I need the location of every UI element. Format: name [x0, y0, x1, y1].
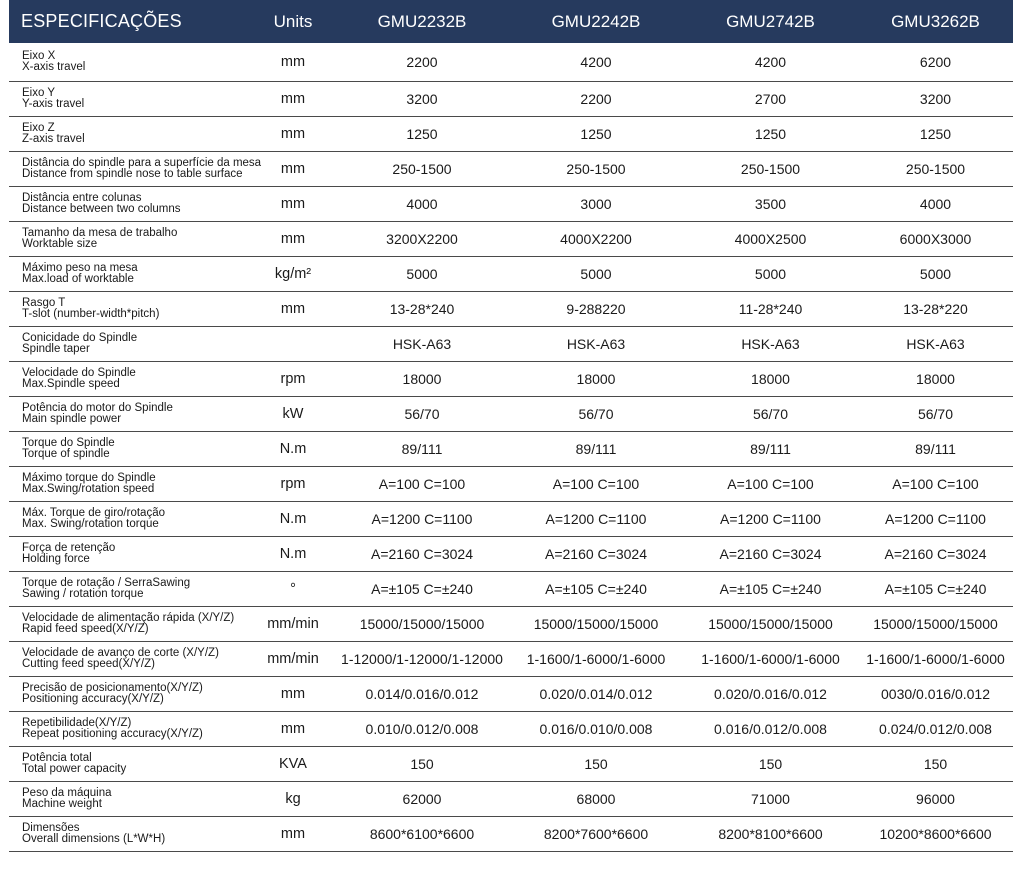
spec-label-cell	[9, 397, 251, 432]
spec-value-model-3: 56/70	[683, 397, 858, 432]
spec-value-model-4: 4000	[858, 187, 1013, 222]
spec-value-model-1: 56/70	[335, 397, 509, 432]
spec-value-model-3: A=100 C=100	[683, 467, 858, 502]
spec-unit-cell: mm	[251, 292, 335, 327]
table-row	[9, 222, 1013, 257]
spec-value-model-3: A=±105 C=±240	[683, 572, 858, 607]
spec-value-model-4: 13-28*220	[858, 292, 1013, 327]
spec-label-cell	[9, 152, 262, 187]
spec-value-model-4: 250-1500	[858, 152, 1013, 187]
spec-unit-cell: °	[251, 572, 335, 607]
spec-label-english: Max. Swing/rotation torque	[22, 518, 159, 530]
spec-value-model-2: A=100 C=100	[509, 467, 683, 502]
spec-value-model-2: 68000	[509, 782, 683, 817]
spec-label-portuguese: Conicidade do Spindle	[22, 332, 138, 344]
spec-value-model-1: 8600*6100*6600	[335, 817, 509, 852]
spec-value-model-1: 250-1500	[335, 152, 509, 187]
spec-unit-cell: rpm	[251, 467, 335, 502]
header-model-4: GMU3262B	[858, 0, 1013, 43]
spec-table-header	[9, 0, 1013, 43]
spec-value-model-1: A=2160 C=3024	[335, 537, 509, 572]
spec-value-model-3: 250-1500	[683, 152, 858, 187]
spec-label-cell	[9, 222, 251, 257]
spec-label-portuguese: Velocidade de alimentação rápida (X/Y/Z)	[22, 612, 235, 624]
spec-unit-cell: mm	[251, 117, 335, 152]
header-model-3: GMU2742B	[683, 0, 858, 43]
spec-unit-cell: mm	[251, 82, 335, 117]
spec-label-cell	[9, 712, 251, 747]
spec-value-model-1: 62000	[335, 782, 509, 817]
spec-value-model-2: 1250	[509, 117, 683, 152]
spec-unit-cell: mm	[251, 677, 335, 712]
spec-label-english: Machine weight	[22, 798, 102, 810]
table-row	[9, 537, 1013, 572]
spec-unit-cell: mm	[251, 712, 335, 747]
header-model-1: GMU2232B	[335, 0, 509, 43]
spec-value-model-1: 1-12000/1-12000/1-12000	[335, 642, 509, 677]
spec-label-portuguese: Potência total	[22, 752, 92, 764]
spec-label-portuguese: Precisão de posicionamento(X/Y/Z)	[22, 682, 203, 694]
spec-label-cell	[9, 327, 251, 362]
spec-label-cell	[9, 747, 251, 782]
spec-label-portuguese: Potência do motor do Spindle	[22, 402, 173, 414]
spec-label-portuguese: Máximo peso na mesa	[22, 262, 138, 274]
spec-label-english: Z-axis travel	[22, 133, 85, 145]
spec-value-model-3: 2700	[683, 82, 858, 117]
spec-label-cell	[9, 817, 251, 852]
spec-label-cell	[9, 677, 251, 712]
spec-label-cell	[9, 502, 251, 537]
spec-unit-cell: mm	[251, 817, 335, 852]
spec-label-english: Total power capacity	[22, 763, 127, 775]
spec-label-portuguese: Distância do spindle para a superfície da mesa	[22, 157, 262, 169]
table-row	[9, 572, 1013, 607]
spec-label-english: Distance from spindle nose to table surface	[22, 168, 243, 180]
table-row	[9, 152, 1013, 187]
spec-value-model-1: 2200	[335, 43, 509, 82]
spec-label-english: Max.Swing/rotation speed	[22, 483, 155, 495]
spec-value-model-3: 1250	[683, 117, 858, 152]
spec-label-english: Positioning accuracy(X/Y/Z)	[22, 693, 164, 705]
spec-value-model-4: A=1200 C=1100	[858, 502, 1013, 537]
spec-value-model-2: 0.016/0.010/0.008	[509, 712, 683, 747]
table-row	[9, 43, 1013, 82]
spec-unit-cell: mm/min	[251, 607, 335, 642]
spec-value-model-2: 56/70	[509, 397, 683, 432]
spec-label-cell	[9, 43, 251, 82]
spec-value-model-1: 1250	[335, 117, 509, 152]
spec-label-cell	[9, 82, 251, 117]
spec-value-model-1: 3200X2200	[335, 222, 509, 257]
spec-value-model-3: 3500	[683, 187, 858, 222]
spec-value-model-4: 96000	[858, 782, 1013, 817]
spec-label-english: Rapid feed speed(X/Y/Z)	[22, 623, 149, 635]
table-row	[9, 817, 1013, 852]
spec-table-body	[9, 43, 1013, 852]
spec-value-model-2: 89/111	[509, 432, 683, 467]
spec-label-cell	[9, 537, 251, 572]
spec-value-model-3: 15000/15000/15000	[683, 607, 858, 642]
table-row	[9, 117, 1013, 152]
spec-value-model-3: HSK-A63	[683, 327, 858, 362]
spec-label-cell	[9, 362, 251, 397]
spec-unit-cell: kg/m²	[251, 257, 335, 292]
spec-value-model-1: A=±105 C=±240	[335, 572, 509, 607]
spec-label-portuguese: Repetibilidade(X/Y/Z)	[22, 717, 132, 729]
spec-label-cell	[9, 782, 251, 817]
table-row	[9, 782, 1013, 817]
spec-label-english: Holding force	[22, 553, 90, 565]
spec-value-model-4: 5000	[858, 257, 1013, 292]
spec-value-model-1: 89/111	[335, 432, 509, 467]
spec-label-english: Main spindle power	[22, 413, 122, 425]
spec-value-model-4: 6200	[858, 43, 1013, 82]
spec-value-model-4: 3200	[858, 82, 1013, 117]
spec-unit-cell: N.m	[251, 432, 335, 467]
table-row	[9, 502, 1013, 537]
spec-label-cell	[9, 642, 251, 677]
spec-label-english: Overall dimensions (L*W*H)	[22, 833, 166, 845]
table-row	[9, 642, 1013, 677]
spec-value-model-3: 71000	[683, 782, 858, 817]
spec-value-model-4: A=100 C=100	[858, 467, 1013, 502]
table-row	[9, 292, 1013, 327]
table-row	[9, 607, 1013, 642]
table-row	[9, 187, 1013, 222]
spec-label-english: Sawing / rotation torque	[22, 588, 144, 600]
spec-value-model-2: 4000X2200	[509, 222, 683, 257]
spec-value-model-1: 0.014/0.016/0.012	[335, 677, 509, 712]
spec-label-english: Worktable size	[22, 238, 98, 250]
spec-unit-cell: kW	[251, 397, 335, 432]
spec-value-model-2: A=2160 C=3024	[509, 537, 683, 572]
table-row	[9, 397, 1013, 432]
spec-value-model-2: 5000	[509, 257, 683, 292]
spec-label-portuguese: Máx. Torque de giro/rotação	[22, 507, 165, 519]
spec-value-model-2: 18000	[509, 362, 683, 397]
spec-value-model-2: 2200	[509, 82, 683, 117]
spec-value-model-2: 3000	[509, 187, 683, 222]
spec-label-portuguese: Força de retenção	[22, 542, 116, 554]
spec-value-model-1: A=100 C=100	[335, 467, 509, 502]
spec-unit-cell: mm	[251, 222, 335, 257]
spec-unit-cell: KVA	[251, 747, 335, 782]
spec-label-cell	[9, 117, 251, 152]
spec-value-model-4: 89/111	[858, 432, 1013, 467]
spec-value-model-3: 1-1600/1-6000/1-6000	[683, 642, 858, 677]
header-units-label: Units	[251, 0, 335, 43]
spec-label-portuguese: Torque de rotação / SerraSawing	[22, 577, 191, 589]
spec-label-portuguese: Rasgo T	[22, 297, 66, 309]
spec-label-portuguese: Velocidade do Spindle	[22, 367, 136, 379]
table-row	[9, 432, 1013, 467]
spec-value-model-1: 5000	[335, 257, 509, 292]
spec-label-portuguese: Peso da máquina	[22, 787, 112, 799]
header-spec-label: ESPECIFICAÇÕES	[9, 0, 251, 43]
spec-unit-cell: kg	[251, 782, 335, 817]
spec-value-model-2: A=1200 C=1100	[509, 502, 683, 537]
spec-value-model-3: A=2160 C=3024	[683, 537, 858, 572]
spec-value-model-3: 89/111	[683, 432, 858, 467]
spec-label-cell	[9, 292, 251, 327]
spec-value-model-3: 4200	[683, 43, 858, 82]
spec-value-model-4: 6000X3000	[858, 222, 1013, 257]
spec-value-model-3: 0.020/0.016/0.012	[683, 677, 858, 712]
spec-label-english: Max.Spindle speed	[22, 378, 120, 390]
header-model-2: GMU2242B	[509, 0, 683, 43]
table-row	[9, 362, 1013, 397]
spec-unit-cell: mm	[251, 152, 335, 187]
spec-value-model-4: A=±105 C=±240	[858, 572, 1013, 607]
spec-value-model-4: 15000/15000/15000	[858, 607, 1013, 642]
table-row	[9, 467, 1013, 502]
spec-value-model-4: HSK-A63	[858, 327, 1013, 362]
spec-label-english: T-slot (number-width*pitch)	[22, 308, 160, 320]
spec-label-english: Repeat positioning accuracy(X/Y/Z)	[22, 728, 203, 740]
spec-value-model-4: 10200*8600*6600	[858, 817, 1013, 852]
spec-value-model-2: 9-288220	[509, 292, 683, 327]
spec-label-english: Torque of spindle	[22, 448, 110, 460]
spec-value-model-1: 150	[335, 747, 509, 782]
spec-label-cell	[9, 257, 251, 292]
spec-value-model-2: 15000/15000/15000	[509, 607, 683, 642]
spec-value-model-2: HSK-A63	[509, 327, 683, 362]
spec-label-cell	[9, 432, 251, 467]
spec-label-portuguese: Tamanho da mesa de trabalho	[22, 227, 178, 239]
spec-label-cell	[9, 187, 251, 222]
spec-value-model-4: 1250	[858, 117, 1013, 152]
spec-label-cell	[9, 572, 251, 607]
spec-value-model-2: 4200	[509, 43, 683, 82]
spec-value-model-2: 0.020/0.014/0.012	[509, 677, 683, 712]
spec-value-model-3: 0.016/0.012/0.008	[683, 712, 858, 747]
table-row	[9, 677, 1013, 712]
spec-value-model-2: 250-1500	[509, 152, 683, 187]
spec-value-model-1: HSK-A63	[335, 327, 509, 362]
spec-value-model-4: 0.024/0.012/0.008	[858, 712, 1013, 747]
spec-value-model-4: A=2160 C=3024	[858, 537, 1013, 572]
spec-value-model-4: 56/70	[858, 397, 1013, 432]
spec-unit-cell: N.m	[251, 502, 335, 537]
spec-label-cell	[9, 467, 251, 502]
spec-label-english: Cutting feed speed(X/Y/Z)	[22, 658, 155, 670]
spec-label-english: Distance between two columns	[22, 203, 181, 215]
spec-value-model-3: 150	[683, 747, 858, 782]
spec-value-model-3: 5000	[683, 257, 858, 292]
spec-label-portuguese: Velocidade de avanço de corte (X/Y/Z)	[22, 647, 219, 659]
spec-label-portuguese: Dimensões	[22, 822, 80, 834]
spec-label-english: Spindle taper	[22, 343, 90, 355]
table-row	[9, 747, 1013, 782]
spec-label-portuguese: Eixo Z	[22, 122, 55, 134]
spec-label-portuguese: Torque do Spindle	[22, 437, 115, 449]
spec-value-model-3: A=1200 C=1100	[683, 502, 858, 537]
spec-value-model-1: A=1200 C=1100	[335, 502, 509, 537]
spec-label-english: Y-axis travel	[22, 98, 85, 110]
spec-value-model-2: 150	[509, 747, 683, 782]
spec-value-model-1: 18000	[335, 362, 509, 397]
spec-label-english: Max.load of worktable	[22, 273, 134, 285]
spec-value-model-2: A=±105 C=±240	[509, 572, 683, 607]
spec-unit-cell	[251, 327, 335, 362]
spec-value-model-3: 8200*8100*6600	[683, 817, 858, 852]
table-row	[9, 712, 1013, 747]
spec-value-model-1: 3200	[335, 82, 509, 117]
spec-value-model-4: 18000	[858, 362, 1013, 397]
spec-value-model-1: 4000	[335, 187, 509, 222]
spec-label-english: X-axis travel	[22, 61, 86, 73]
spec-value-model-4: 1-1600/1-6000/1-6000	[858, 642, 1013, 677]
spec-unit-cell: N.m	[251, 537, 335, 572]
spec-value-model-2: 1-1600/1-6000/1-6000	[509, 642, 683, 677]
spec-unit-cell: rpm	[251, 362, 335, 397]
table-row	[9, 82, 1013, 117]
spec-unit-cell: mm	[251, 43, 335, 82]
spec-label-cell	[9, 607, 251, 642]
spec-value-model-1: 15000/15000/15000	[335, 607, 509, 642]
spec-value-model-1: 0.010/0.012/0.008	[335, 712, 509, 747]
spec-label-portuguese: Máximo torque do Spindle	[22, 472, 156, 484]
spec-value-model-3: 11-28*240	[683, 292, 858, 327]
spec-value-model-1: 13-28*240	[335, 292, 509, 327]
spec-label-portuguese: Distância entre colunas	[22, 192, 142, 204]
spec-value-model-3: 4000X2500	[683, 222, 858, 257]
spec-table	[9, 0, 1013, 852]
spec-unit-cell: mm	[251, 187, 335, 222]
spec-value-model-4: 150	[858, 747, 1013, 782]
spec-unit-cell: mm/min	[251, 642, 335, 677]
spec-value-model-4: 0030/0.016/0.012	[858, 677, 1013, 712]
spec-value-model-2: 8200*7600*6600	[509, 817, 683, 852]
spec-value-model-3: 18000	[683, 362, 858, 397]
spec-label-portuguese: Eixo Y	[22, 87, 56, 99]
spec-label-portuguese: Eixo X	[22, 50, 56, 62]
table-row	[9, 327, 1013, 362]
table-row	[9, 257, 1013, 292]
spec-sheet	[9, 0, 1013, 852]
